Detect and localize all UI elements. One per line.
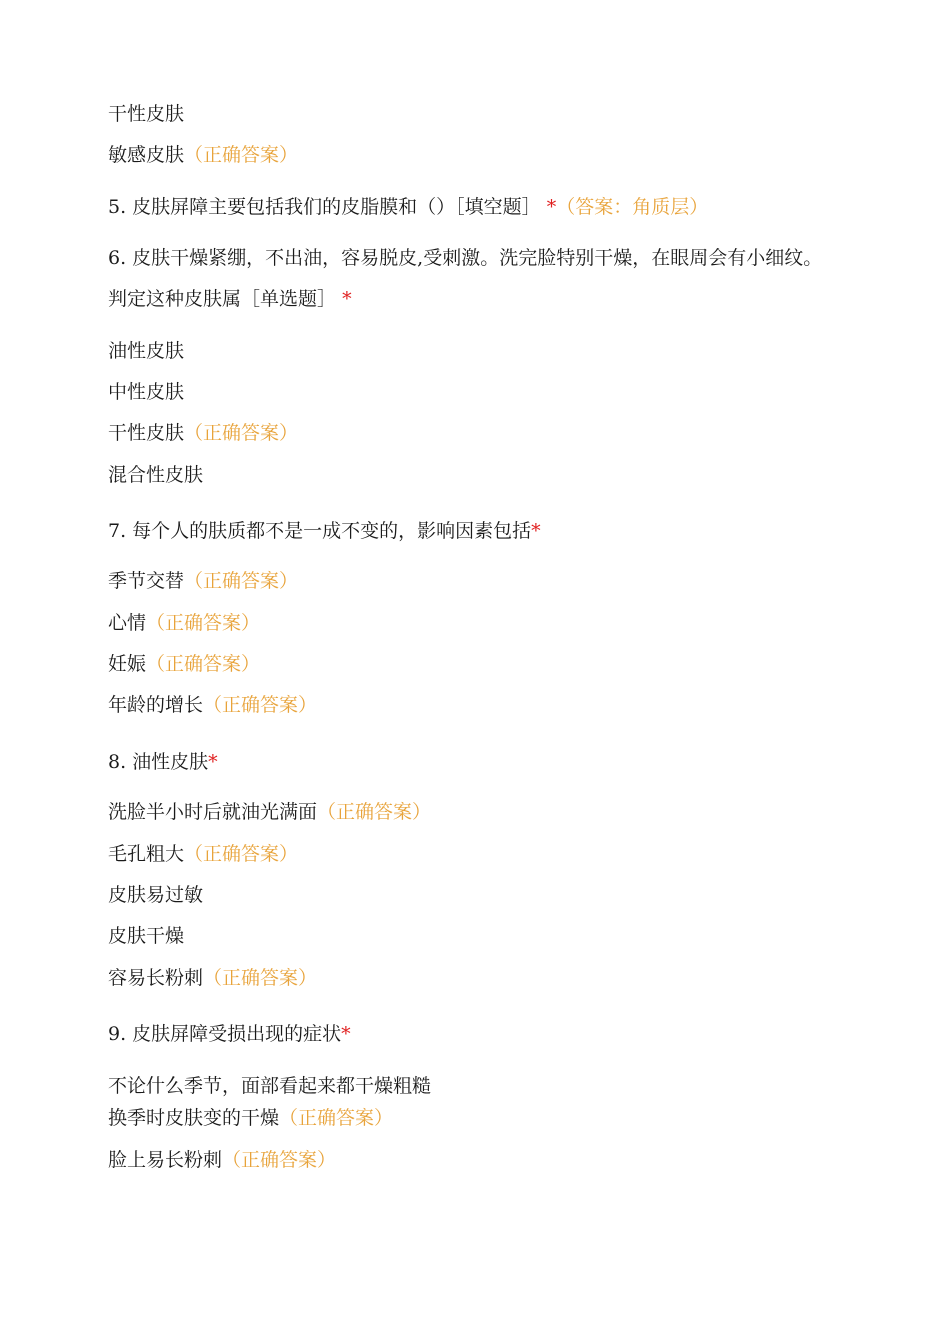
- correct-answer-tag: （正确答案）: [184, 843, 299, 865]
- option-combination-skin: 混合性皮肤: [108, 464, 204, 486]
- correct-answer-tag: （正确答案）: [279, 1107, 394, 1129]
- answer-note: （答案：角质层）: [556, 196, 709, 218]
- required-star: *: [531, 520, 541, 542]
- correct-answer-tag: （正确答案）: [317, 801, 432, 823]
- option-dry-skin-2: 皮肤干燥: [108, 925, 185, 947]
- option-allergic-skin: 皮肤易过敏: [108, 884, 204, 906]
- correct-answer-tag: （正确答案）: [184, 144, 299, 166]
- correct-answer-tag: （正确答案）: [146, 653, 261, 675]
- option-always-dry: 不论什么季节，面部看起来都干燥粗糙: [108, 1075, 432, 1097]
- correct-answer-tag: （正确答案）: [222, 1149, 337, 1171]
- question-8: 8. 油性皮肤*: [108, 751, 218, 773]
- option-age: 年龄的增长（正确答案）: [108, 694, 318, 716]
- option-face-acne: 脸上易长粉刺（正确答案）: [108, 1149, 337, 1171]
- option-large-pores: 毛孔粗大（正确答案）: [108, 843, 299, 865]
- question-7: 7. 每个人的肤质都不是一成不变的，影响因素包括*: [108, 520, 541, 542]
- option-acne: 容易长粉刺（正确答案）: [108, 967, 318, 989]
- option-seasonal-dry: 换季时皮肤变的干燥（正确答案）: [108, 1107, 394, 1129]
- required-star: *: [208, 751, 218, 773]
- option-oily-shine: 洗脸半小时后就油光满面（正确答案）: [108, 801, 432, 823]
- option-mood: 心情（正确答案）: [108, 612, 261, 634]
- option-dry-skin-correct: 干性皮肤（正确答案）: [108, 422, 299, 444]
- option-oily-skin: 油性皮肤: [108, 340, 185, 362]
- correct-answer-tag: （正确答案）: [203, 967, 318, 989]
- correct-answer-tag: （正确答案）: [184, 422, 299, 444]
- correct-answer-tag: （正确答案）: [184, 570, 299, 592]
- required-star: *: [546, 196, 557, 218]
- correct-answer-tag: （正确答案）: [203, 694, 318, 716]
- option-sensitive-skin: 敏感皮肤（正确答案）: [108, 144, 299, 166]
- question-6: 6. 皮肤干燥紧绷，不出油，容易脱皮,受刺激。洗完脸特别干燥，在眼周会有小细纹。判定这种皮肤属［单选题］ *: [108, 247, 823, 310]
- question-9: 9. 皮肤屏障受损出现的症状*: [108, 1023, 351, 1045]
- question-5: 5. 皮肤屏障主要包括我们的皮脂膜和（）［填空题］ *（答案：角质层）: [108, 196, 709, 218]
- required-star: *: [342, 288, 352, 310]
- option-normal-skin: 中性皮肤: [108, 381, 185, 403]
- option-pregnancy: 妊娠（正确答案）: [108, 653, 261, 675]
- option-dry-skin: 干性皮肤: [108, 103, 185, 125]
- required-star: *: [341, 1023, 351, 1045]
- correct-answer-tag: （正确答案）: [146, 612, 261, 634]
- option-season-change: 季节交替（正确答案）: [108, 570, 299, 592]
